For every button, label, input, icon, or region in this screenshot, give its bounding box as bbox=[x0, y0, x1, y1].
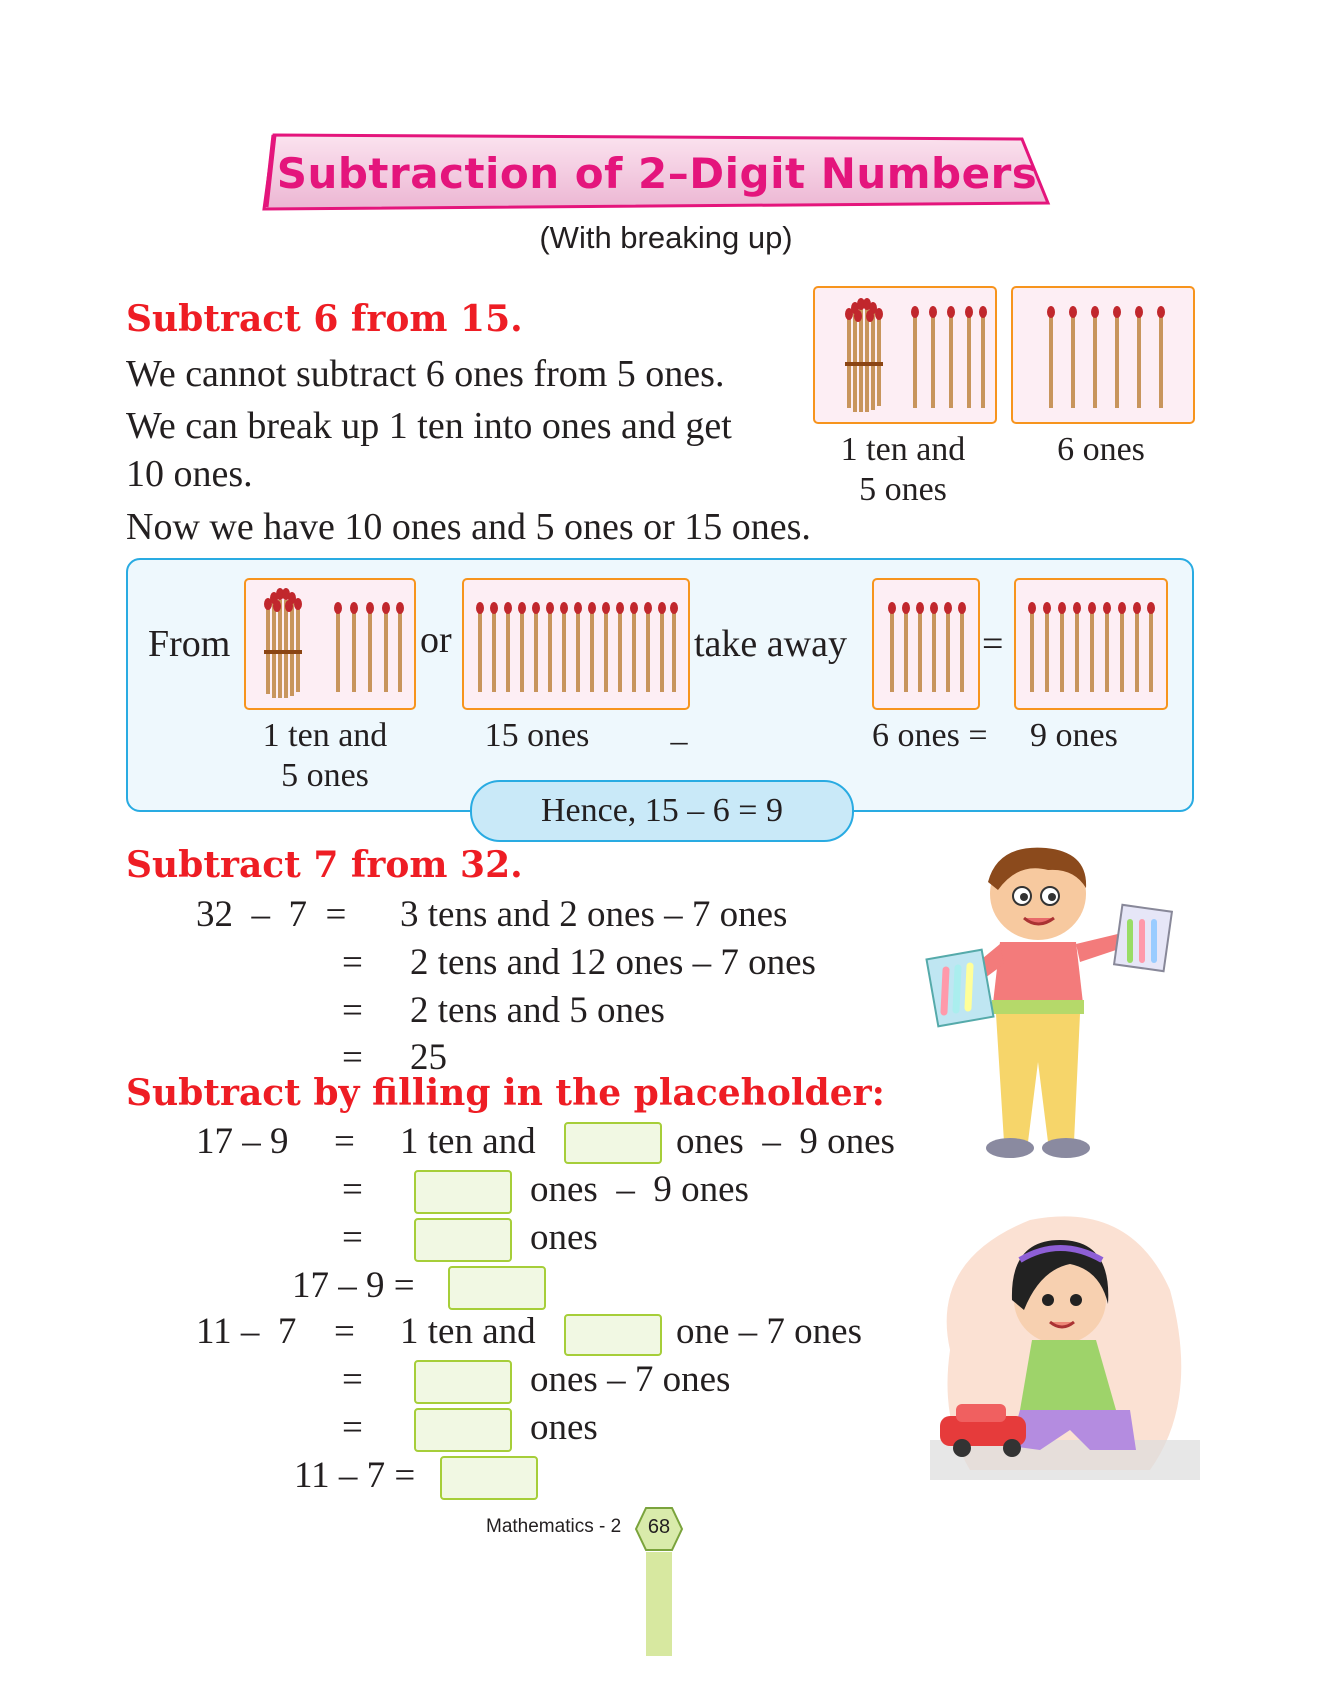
p2-lhs: 11 – 7 bbox=[196, 1311, 297, 1352]
placeholder-p2-1[interactable] bbox=[564, 1314, 662, 1356]
section1-line-4: Now we have 10 ones and 5 ones or 15 ones. bbox=[126, 506, 811, 548]
p1-lhs: 17 – 9 bbox=[196, 1121, 289, 1162]
panel-caption-1-ten-and: 1 ten and bbox=[262, 717, 388, 754]
section2-row-1: 3 tens and 2 ones – 7 ones bbox=[400, 894, 788, 935]
panel-nine-ones-image bbox=[1014, 578, 1168, 710]
matchsticks-fifteen-illustration bbox=[464, 580, 688, 708]
section2-eq-3: = bbox=[342, 990, 363, 1031]
p2-result-label: 11 – 7 = bbox=[294, 1455, 416, 1496]
label-equals: = bbox=[982, 623, 1004, 665]
panel-six-ones-image bbox=[872, 578, 980, 710]
p2-eq-3: = bbox=[342, 1407, 363, 1448]
placeholder-p1-3[interactable] bbox=[414, 1218, 512, 1262]
page-title: Subtraction of 2–Digit Numbers bbox=[276, 148, 1038, 198]
placeholder-p1-1[interactable] bbox=[564, 1122, 662, 1164]
hence-result-pill: Hence, 15 – 6 = 9 bbox=[470, 780, 854, 842]
placeholder-p1-2[interactable] bbox=[414, 1170, 512, 1214]
girl-playing-with-car-illustration bbox=[920, 1200, 1200, 1490]
footer-bar bbox=[646, 1552, 672, 1656]
page-subtitle: (With breaking up) bbox=[539, 220, 793, 255]
p2-eq-2: = bbox=[342, 1359, 363, 1400]
section2-eq-4: = bbox=[342, 1037, 363, 1078]
section2-lhs: 32 – 7 = bbox=[196, 894, 347, 935]
p1-row2: ones – 9 ones bbox=[530, 1169, 749, 1210]
placeholder-p2-result[interactable] bbox=[440, 1456, 538, 1500]
p1-result-label: 17 – 9 = bbox=[292, 1265, 415, 1306]
matchsticks-nine-illustration bbox=[1016, 580, 1166, 708]
caption-1-ten-and: 1 ten and bbox=[840, 431, 966, 468]
p1-row3: ones bbox=[530, 1217, 598, 1258]
section1-line-1: We cannot subtract 6 ones from 5 ones. bbox=[126, 353, 725, 395]
panel-minus-sign: _ bbox=[670, 711, 688, 748]
caption-6-ones: 6 ones bbox=[1057, 431, 1145, 468]
placeholder-p1-result[interactable] bbox=[448, 1266, 546, 1310]
p2-row1-b: one – 7 ones bbox=[676, 1311, 862, 1352]
boy-holding-chalk-illustration bbox=[888, 842, 1198, 1162]
label-or: or bbox=[420, 619, 452, 661]
p2-row3: ones bbox=[530, 1407, 598, 1448]
section1-line-2: We can break up 1 ten into ones and get bbox=[126, 405, 732, 447]
page-number: 68 bbox=[647, 1516, 671, 1538]
matchsticks-bundle-illustration bbox=[246, 580, 414, 708]
panel-bundle-image bbox=[244, 578, 416, 710]
section2-heading: Subtract 7 from 32. bbox=[126, 844, 523, 886]
matchsticks-six-illustration bbox=[874, 580, 978, 708]
p1-eq-3: = bbox=[342, 1217, 363, 1258]
section3-heading: Subtract by filling in the placeholder: bbox=[126, 1072, 885, 1114]
caption-5-ones: 5 ones bbox=[859, 471, 947, 508]
panel-caption-15-ones: 15 ones bbox=[484, 717, 590, 754]
label-from: From bbox=[148, 623, 231, 665]
panel-caption-6-ones: 6 ones = bbox=[872, 717, 988, 754]
panel-caption-5-ones: 5 ones bbox=[281, 757, 369, 794]
panel-caption-9-ones: 9 ones bbox=[1030, 717, 1118, 754]
matchsticks-bundle-illustration bbox=[815, 288, 995, 422]
placeholder-p2-2[interactable] bbox=[414, 1360, 512, 1404]
section1-line-3: 10 ones. bbox=[126, 453, 253, 495]
p1-eq-1: = bbox=[334, 1121, 355, 1162]
p2-row1-a: 1 ten and bbox=[400, 1311, 536, 1352]
p1-eq-2: = bbox=[342, 1169, 363, 1210]
matchsticks-six-illustration bbox=[1013, 288, 1193, 422]
section1-heading: Subtract 6 from 15. bbox=[126, 298, 523, 340]
p1-row1-b: ones – 9 ones bbox=[676, 1121, 895, 1162]
section2-row-2: 2 tens and 12 ones – 7 ones bbox=[410, 942, 816, 983]
section2-row-4: 25 bbox=[410, 1037, 447, 1078]
label-take-away: take away bbox=[694, 623, 847, 665]
section2-eq-2: = bbox=[342, 942, 363, 983]
matchstick-bundle-image bbox=[813, 286, 997, 424]
panel-fifteen-ones-image bbox=[462, 578, 690, 710]
section2-row-3: 2 tens and 5 ones bbox=[410, 990, 665, 1031]
placeholder-p2-3[interactable] bbox=[414, 1408, 512, 1452]
matchsticks-six-image bbox=[1011, 286, 1195, 424]
p1-row1-a: 1 ten and bbox=[400, 1121, 536, 1162]
p2-eq-1: = bbox=[334, 1311, 355, 1352]
footer-book-title: Mathematics - 2 bbox=[486, 1516, 622, 1537]
p2-row2: ones – 7 ones bbox=[530, 1359, 731, 1400]
